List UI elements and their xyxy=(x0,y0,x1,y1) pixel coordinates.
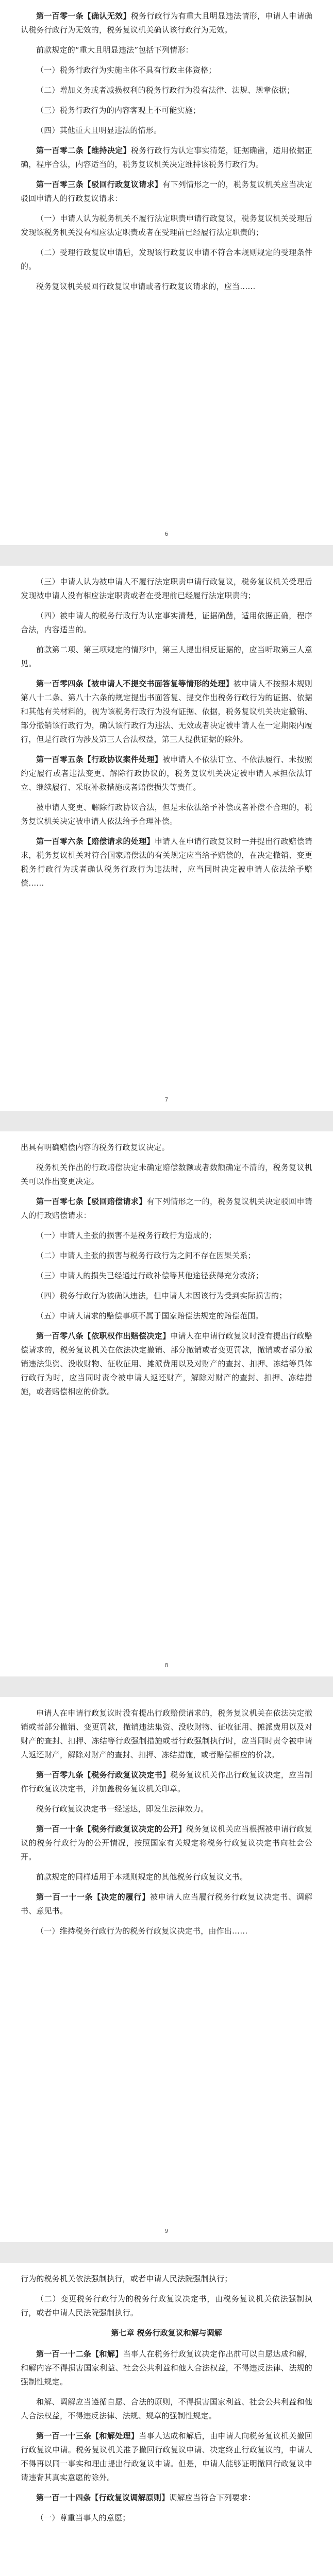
article-heading: 第一百零三条【驳回行政复议请求】 xyxy=(36,180,163,189)
body-paragraph: （一）申请人认为税务机关不履行法定职责申请行政复议，税务复议机关受理后发现该税务机关没有相应法定职责或者在受理前已经履行法定职责的； xyxy=(21,214,312,237)
article-heading: 第一百零五条【行政协议案件处理】 xyxy=(36,755,163,764)
article-text: 被申请人应当履行税务行政复议决定书、调解书、意见书。 xyxy=(21,1892,312,1916)
page-content xyxy=(21,1141,312,1399)
body-paragraph: 税务复议机关驳回行政复议申请或者行政复议请求的，应当…… xyxy=(36,282,256,291)
article-paragraph xyxy=(21,835,312,890)
article-paragraph xyxy=(21,2429,312,2485)
page-content xyxy=(21,9,312,294)
article-paragraph xyxy=(21,144,312,172)
article-heading: 第一百一十四条【行政复议调解原则】 xyxy=(36,2493,170,2502)
body-paragraph: （四）被申请人的税务行政行为认定事实清楚，证据确凿，适用依据正确，程序合法，内容适当的。 xyxy=(21,611,312,634)
page-gap xyxy=(0,2242,333,2263)
body-paragraph: （二）变更税务行政行为的税务行政复议决定书，由税务复议机关依法强制执行，或者申请人民法院强制执行。 xyxy=(21,2294,312,2317)
body-paragraph: 前款第二项、第三项规定的情形中，第三人提出相反证据的，应当听取第三人意见。 xyxy=(21,645,312,668)
article-heading: 第一百零四条【被申请人不提交书面答复等情形的处理】 xyxy=(36,679,234,688)
body-paragraph: （一）尊重当事人的意愿； xyxy=(36,2513,130,2522)
page-number: 9 xyxy=(164,2228,169,2234)
body-paragraph: 前款规定的“重大且明显违法”包括下列情形： xyxy=(36,45,193,55)
article-paragraph xyxy=(21,178,312,206)
page-number: 7 xyxy=(164,1096,169,1103)
article-text: 有下列情形之一的，税务复议机关决定驳回申请人的行政赔偿请求： xyxy=(21,1197,312,1220)
page-gap xyxy=(0,545,333,566)
body-paragraph: 行为的税务机关依法强制执行，或者申请人民法院强制执行； xyxy=(21,2274,232,2283)
body-paragraph: 申请人在申请行政复议时没有提出行政赔偿请求的，税务复议机关在依法决定撤销或者部分撤销、变更罚款，撤销违法集资、没收财物、征收征用、摊派费用以及对财产的查封、扣押、冻结等行政强制措施或者行政强制执行时，应当同时责令被申请人返还财产，解除对财产的查封、扣押、冻结措施，或者赔偿相应的价款。 xyxy=(21,1708,312,1759)
body-paragraph: 出具有明确赔偿内容的税务行政复议决定。 xyxy=(21,1143,170,1152)
article-paragraph xyxy=(21,2491,312,2505)
article-heading: 第一百一十条【税务行政复议决定的公开】 xyxy=(36,1824,187,1834)
article-text: 被申请人不依法订立、不依法履行、未按照约定履行或者违法变更、解除行政协议的，税务复议机关决定被申请人承担依法订立、继续履行、采取补救措施或者赔偿损失等责任。 xyxy=(21,755,312,792)
article-text: 当事人在税务行政复议决定作出前可以自愿达成和解，和解内容不得损害国家利益、社会公共利益和他人合法权益，不得违反法律、法规的强制性规定。 xyxy=(21,2349,312,2386)
article-text: 税务复议机关作出行政复议决定，应当制作行政复议决定书，并加盖税务复议机关印章。 xyxy=(21,1770,313,1793)
article-text: 当事人达成和解后，由申请人向税务复议机关撤回行政复议申请。税务复议机关准予撤回行政复议申请、决定终止行政复议的，申请人不得再以同一事实和理由提出行政复议申请。但是，申请人能够证明撤回行政复议申请违背其真实意愿的除外。 xyxy=(21,2431,312,2482)
body-paragraph: （四）其他重大且明显违法的情形。 xyxy=(36,126,162,135)
body-paragraph: （二）申请人主张的损害与税务行政行为之间不存在因果关系； xyxy=(36,1251,256,1260)
article-paragraph xyxy=(21,1768,312,1796)
document-page-3 xyxy=(0,1131,333,1676)
article-text: 税务行政行为有重大且明显违法情形，申请人申请确认税务行政行为无效的，税务复议机关确认该行政行为无效。 xyxy=(21,11,312,35)
article-heading: 第一百零六条【赔偿请求的处理】 xyxy=(36,837,155,846)
article-heading: 第一百一十三条【和解处理】 xyxy=(36,2431,139,2441)
page-gap xyxy=(0,1676,333,1697)
article-heading: 第一百零一条【确认无效】 xyxy=(36,11,131,21)
body-paragraph: 税务行政复议决定书一经送达，即发生法律效力。 xyxy=(36,1804,209,1814)
body-paragraph: （四）税务行政行为被确认违法，但申请人未因该行为受到实际损害的； xyxy=(36,1291,287,1300)
article-text: 申请人在申请行政复议时一并提出行政赔偿请求，税务复议机关对符合国家赔偿法的有关规定应当给予赔偿的，在决定撤销、变更税务行政行为或者确认税务行政行为违法时，应当同时决定被申请人依法给予赔偿…… xyxy=(21,837,312,888)
article-paragraph xyxy=(21,1890,312,1918)
article-text: 调解应当符合下列要求： xyxy=(169,2493,256,2502)
page-number: 8 xyxy=(164,1662,169,1669)
body-paragraph: （三）申请人的损失已经通过行政补偿等其他途径获得充分救济； xyxy=(36,1271,263,1280)
body-paragraph: （三）申请人认为被申请人不履行法定职责申请行政复议，税务复议机关受理后发现被申请人没有相应法定职责或者在受理前已经履行法定职责的； xyxy=(21,577,312,600)
article-paragraph xyxy=(21,1195,312,1223)
page-number: 6 xyxy=(164,531,169,537)
body-paragraph: （一）税务行政行为实施主体不具有行政主体资格； xyxy=(36,65,217,75)
article-text: 税务行政行为认定事实清楚，证据确凿，适用依据正确，程序合法，内容适当的，税务复议机关决定维持该税务行政行为。 xyxy=(21,146,312,169)
body-paragraph: （二）增加义务或者减损权利的税务行政行为没有法律、法规、规章依据； xyxy=(36,86,295,95)
page-content xyxy=(21,575,312,890)
article-text: 申请人在申请行政复议时没有提出行政赔偿请求的，税务复议机关在依法决定撤销、部分撤销或者变更罚款，撤销或者部分撤销违法集资、没收财物、征收征用、摊派费用以及对财产的查封、扣押、冻结等具体行政行为时，应当同时责令被申请人返还财产，解除对财产的查封、扣押、冻结措施，或者赔偿相应的价款。 xyxy=(21,1331,313,1396)
document-page-5 xyxy=(0,2263,333,2576)
document-page-1 xyxy=(0,0,333,545)
body-paragraph: 前款规定的同样适用于本规则规定的其他税务行政复议文书。 xyxy=(36,1872,248,1882)
body-paragraph: （二）受理行政复议申请后，发现该行政复议申请不符合本规则规定的受理条件的。 xyxy=(21,248,312,271)
article-text: 有下列情形之一的，税务复议机关应当决定驳回申请人的行政复议请求： xyxy=(21,180,312,203)
page-content xyxy=(21,1706,312,1938)
document-page-4 xyxy=(0,1697,333,2242)
article-heading: 第一百一十一条【决定的履行】 xyxy=(36,1892,150,1902)
article-paragraph xyxy=(21,1822,312,1864)
article-paragraph xyxy=(21,753,312,794)
article-paragraph xyxy=(21,677,312,747)
article-heading: 第一百零二条【维持决定】 xyxy=(36,146,131,155)
article-text: 被申请人不按照本规则第八十二条、第八十六条的规定提出书面答复、提交作出税务行政行为的证据、依据和其他有关材料的，视为该税务行政行为没有证据、依据，税务复议机关决定撤销、部分撤销该行政行为，确认该行政行为违法、无效或者决定被申请人在一定期限内履行，但是行政行为涉及第三人合法权益，第三人提供证据的除外。 xyxy=(21,679,312,744)
body-paragraph: （一）申请人主张的损害不是税务行政行为造成的； xyxy=(36,1231,217,1240)
article-heading: 第一百零七条【驳回赔偿请求】 xyxy=(36,1197,147,1206)
chapter-heading: 第七章 税务行政复议和解与调解 xyxy=(111,2328,222,2337)
article-heading: 第一百一十二条【和解】 xyxy=(36,2349,123,2359)
article-heading: 第一百零九条【税务行政复议决定书】 xyxy=(36,1770,171,1780)
article-paragraph xyxy=(21,2347,312,2389)
page-content xyxy=(21,2272,312,2525)
body-paragraph: （三）税务行政行为的内容客观上不可能实施； xyxy=(36,106,201,115)
body-paragraph: （一）维持税务行政行为的税务行政复议决定书，由作出…… xyxy=(36,1926,248,1936)
body-paragraph: （五）申请人请求的赔偿事项不属于国家赔偿法规定的赔偿范围。 xyxy=(36,1311,263,1320)
article-paragraph xyxy=(21,9,312,37)
article-heading: 第一百零八条【依职权作出赔偿决定】 xyxy=(36,1331,171,1341)
article-paragraph xyxy=(21,1329,312,1399)
article-text: 税务复议机关应当根据被申请行政复议的税务行政行为的公开情况，按照国家有关规定将税务行政复议决定书向社会公开。 xyxy=(21,1824,312,1861)
body-paragraph: 税务机关作出的行政赔偿决定未确定赔偿数额或者数额确定不清的，税务复议机关可以作出变更决定。 xyxy=(21,1163,312,1186)
page-gap xyxy=(0,1111,333,1131)
body-paragraph: 被申请人变更、解除行政协议合法，但是未依法给予补偿或者补偿不合理的，税务复议机关决定被申请人依法给予合理补偿。 xyxy=(21,803,312,826)
body-paragraph: 和解、调解应当遵循自愿、合法的原则，不得损害国家利益、社会公共利益和他人合法权益，不得违反法律、法规、规章的强制性规定。 xyxy=(21,2397,312,2420)
document-page-2 xyxy=(0,566,333,1111)
